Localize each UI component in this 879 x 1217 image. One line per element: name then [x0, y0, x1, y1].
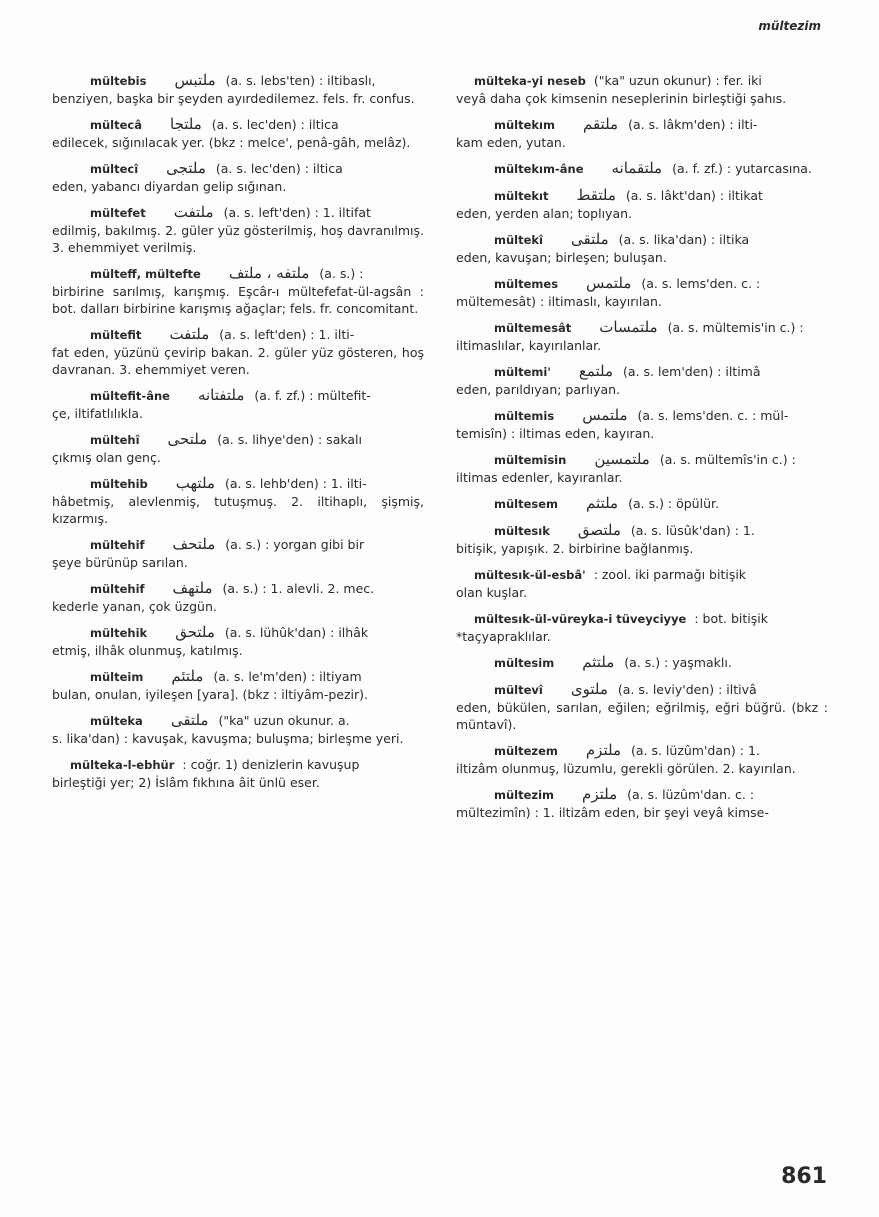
arabic-script: ملتحف — [172, 535, 216, 553]
dictionary-entry — [456, 116, 828, 151]
headword: mültecâ — [90, 118, 142, 132]
headword: mülteka — [90, 714, 143, 728]
dictionary-entry — [456, 522, 828, 557]
entry-first-line — [52, 265, 424, 283]
entry-first-line — [456, 451, 828, 469]
headword: mültevî — [494, 683, 543, 697]
headword: mültehif — [90, 538, 145, 552]
headword: mültekıt — [494, 189, 549, 203]
arabic-script: ملتهب — [175, 474, 215, 492]
entry-definition: veyâ daha çok kimsenin neseplerinin birleştiği şahıs. — [456, 91, 787, 106]
arabic-script: ملتمس — [586, 274, 632, 292]
dictionary-entry — [52, 475, 424, 527]
headword: mültemes — [494, 277, 559, 291]
arabic-script: ملتصق — [577, 521, 621, 539]
arabic-script: ملتثم — [582, 653, 615, 671]
arabic-script: ملتجا — [170, 115, 202, 133]
headword: mültezim — [494, 788, 555, 802]
arabic-script: ملتقى — [170, 711, 209, 729]
entry-first-line — [52, 326, 424, 344]
entry-definition: birleştiği yer; 2) İslâm fıkhına âit ünlü eser. — [52, 775, 320, 790]
entry-first-line — [456, 654, 828, 672]
dictionary-entry — [52, 580, 424, 615]
headword: mültemis — [494, 409, 555, 423]
dictionary-entry — [52, 72, 424, 107]
arabic-script: ملتثم — [586, 494, 619, 512]
entry-definition-start: (a. s. lâkt'dan) : iltikat — [625, 188, 763, 203]
entry-definition-start: (a. s.) : öpülür. — [628, 496, 719, 511]
headword: mültefit — [90, 328, 142, 342]
dictionary-entry — [456, 495, 828, 513]
entry-definition-start: (a. s. lüzûm'dan) : 1. — [630, 743, 760, 758]
entry-definition: eden, yerden alan; toplıyan. — [456, 206, 632, 221]
entry-definition-start: (a. f. zf.) : mültefit- — [254, 388, 371, 403]
entry-first-line — [52, 387, 424, 405]
entry-definition-start: (a. s. lihye'den) : sakalı — [217, 432, 362, 447]
headword: mültekım-âne — [494, 162, 584, 176]
entry-definition: eden, yabancı diyardan gelip sığınan. — [52, 179, 287, 194]
entry-first-line — [52, 116, 424, 134]
entry-definition-start: (a. s. lâkm'den) : ilti- — [628, 117, 758, 132]
arabic-script: ملتفتانه — [197, 386, 245, 404]
headword: mültekî — [494, 233, 543, 247]
entry-definition-start: (a. s. lems'den. c. : — [641, 276, 761, 291]
dictionary-entry — [456, 681, 828, 733]
arabic-script: ملتهف — [172, 579, 213, 597]
arabic-script: ملتفت — [169, 325, 210, 343]
entry-definition: edilecek, sığınılacak yer. (bkz : melce', penâ-gâh, melâz). — [52, 135, 411, 150]
entry-first-line — [52, 204, 424, 222]
dictionary-entry — [52, 116, 424, 151]
dictionary-entry — [52, 431, 424, 466]
entry-first-line — [456, 319, 828, 337]
headword: mültesık-ül-vüreyka-i tüveyciyye — [474, 612, 687, 626]
dictionary-entry — [456, 566, 828, 601]
entry-first-line — [456, 363, 828, 381]
entry-definition: mültemesât) : iltimaslı, kayırılan. — [456, 294, 662, 309]
headword: mültecî — [90, 162, 139, 176]
entry-definition-start: (a. s. leviy'den) : iltivâ — [617, 682, 757, 697]
headword: mültesık — [494, 524, 550, 538]
arabic-script: ملتزم — [582, 785, 618, 803]
arabic-script: ملتقمانه — [611, 159, 663, 177]
entry-definition: iltimaslılar, kayırılanlar. — [456, 338, 602, 353]
headword: mültehik — [90, 626, 148, 640]
entry-definition: *taçyapraklılar. — [456, 629, 551, 644]
arabic-script: ملتمع — [578, 362, 614, 380]
headword: mültezem — [494, 744, 558, 758]
headword: mülteim — [90, 670, 144, 684]
dictionary-entry — [52, 712, 424, 747]
headword: mültemisin — [494, 453, 567, 467]
entry-definition: çıkmış olan genç. — [52, 450, 161, 465]
dictionary-entry — [456, 407, 828, 442]
arabic-script: ملتقى — [571, 230, 609, 248]
entry-first-line — [456, 160, 828, 178]
entry-first-line — [52, 712, 424, 730]
dictionary-entry — [456, 187, 828, 222]
headword: mültemi' — [494, 365, 551, 379]
entry-definition: bitişik, yapışık. 2. birbirine bağlanmış. — [456, 541, 694, 556]
entry-definition-start: (a. s. lec'den) : iltica — [215, 161, 343, 176]
dictionary-entry — [456, 319, 828, 354]
arabic-script: ملتمس — [582, 406, 628, 424]
entry-definition: fat eden, yüzünü çevirip bakan. 2. güler yüz gösteren, hoş davranan. 3. ehemmiyet veren. — [52, 345, 424, 377]
headword: mülteff, mültefte — [90, 267, 201, 281]
entry-definition-start: (a. s. lika'dan) : iltika — [618, 232, 750, 247]
entry-definition-start: (a. s. lec'den) : iltica — [211, 117, 339, 132]
entry-definition: eden, bükülen, sarılan, eğilen; eğrilmiş, eğri büğrü. (bkz : müntavî). — [456, 700, 828, 732]
entry-definition: eden, kavuşan; birleşen; buluşan. — [456, 250, 667, 265]
headword: mülteka-yi neseb — [474, 74, 586, 88]
arabic-script: ملتئم — [171, 667, 204, 685]
headword: mültebis — [90, 74, 147, 88]
entry-definition-start: (a. f. zf.) : yutarcasına. — [672, 161, 812, 176]
entry-first-line — [52, 160, 424, 178]
dictionary-entry — [52, 668, 424, 703]
entry-definition: birbirine sarılmış, karışmış. Eşcâr-ı mültefefat-ül-agsân : bot. dalları birbirine karışmış ağaçlar; fels. fr. concomitant. — [52, 284, 424, 316]
entry-definition: hâbetmiş, alevlenmiş, tutuşmuş. 2. iltihaplı, şişmiş, kızarmış. — [52, 494, 424, 526]
dictionary-entry — [52, 536, 424, 571]
entry-definition-start: (a. s. lem'den) : iltimâ — [623, 364, 761, 379]
entry-definition: mültezimîn) : 1. iltizâm eden, bir şeyi veyâ kimse- — [456, 805, 769, 820]
entry-definition-start: (a. s. lüsûk'dan) : 1. — [630, 523, 755, 538]
headword: mültemesât — [494, 321, 572, 335]
entry-first-line — [456, 742, 828, 760]
dictionary-entry — [456, 72, 828, 107]
entry-first-line — [456, 187, 828, 205]
headword: mültefet — [90, 206, 146, 220]
dictionary-entry — [456, 742, 828, 777]
entry-definition-start: ("ka" uzun okunur) : fer. iki — [593, 73, 762, 88]
arabic-script: ملتمسين — [594, 450, 650, 468]
entry-definition-start: (a. s. lehb'den) : 1. ilti- — [224, 476, 367, 491]
entry-definition-start: : zool. iki parmağı bitişik — [593, 567, 747, 582]
arabic-script: ملتبس — [174, 71, 216, 89]
entry-definition: benziyen, başka bir şeyden ayırdedilemez. fels. fr. confus. — [52, 91, 415, 106]
arabic-script: ملتفت — [173, 203, 214, 221]
dictionary-entry — [52, 204, 424, 256]
dictionary-entry — [52, 387, 424, 422]
headword: mülteka-l-ebhür — [70, 758, 175, 772]
headword: mültesem — [494, 497, 559, 511]
dictionary-entry — [456, 654, 828, 672]
entry-definition-start: (a. s.) : yorgan gibi bir — [225, 537, 365, 552]
left-column — [52, 72, 424, 800]
dictionary-entry — [456, 160, 828, 178]
headword: mültehif — [90, 582, 145, 596]
arabic-script: ملتقم — [582, 115, 619, 133]
entry-definition-start: (a. s.) : — [319, 266, 364, 281]
dictionary-entry — [52, 326, 424, 378]
dictionary-entry — [52, 265, 424, 317]
entry-first-line — [52, 756, 424, 774]
arabic-script: ملتوى — [570, 680, 608, 698]
entry-definition-start: (a. s. lebs'ten) : iltibaslı, — [225, 73, 376, 88]
dictionary-entry — [456, 451, 828, 486]
entry-definition: kederle yanan, çok üzgün. — [52, 599, 217, 614]
entry-definition-start: : bot. bitişik — [694, 611, 768, 626]
page-number: 861 — [781, 1164, 827, 1189]
arabic-script: ملتفه ، ملتف — [228, 264, 310, 282]
entry-definition: etmiş, ilhâk olunmuş, katılmış. — [52, 643, 243, 658]
entry-definition: kam eden, yutan. — [456, 135, 566, 150]
entry-definition-start: (a. s. lühûk'dan) : ilhâk — [224, 625, 369, 640]
entry-definition-start: (a. s. le'm'den) : iltiyam — [213, 669, 362, 684]
entry-first-line — [52, 72, 424, 90]
entry-definition: eden, parıldıyan; parlıyan. — [456, 382, 621, 397]
arabic-script: ملتقط — [576, 186, 616, 204]
arabic-script: ملتجى — [166, 159, 206, 177]
entry-definition-start: (a. s. lüzûm'dan. c. : — [627, 787, 755, 802]
entry-first-line — [456, 231, 828, 249]
entry-first-line — [52, 624, 424, 642]
dictionary-entry — [456, 231, 828, 266]
entry-definition-start: : coğr. 1) denizlerin kavuşup — [182, 757, 360, 772]
dictionary-entry — [456, 610, 828, 645]
headword: mültefit-âne — [90, 389, 170, 403]
dictionary-entry — [456, 786, 828, 821]
entry-definition: olan kuşlar. — [456, 585, 528, 600]
arabic-script: ملتحق — [175, 623, 215, 641]
headword: mültehî — [90, 433, 140, 447]
entry-first-line — [456, 275, 828, 293]
entry-definition: iltimas edenler, kayıranlar. — [456, 470, 623, 485]
arabic-script: ملتحى — [167, 430, 208, 448]
entry-first-line — [456, 495, 828, 513]
entry-definition-start: ("ka" uzun okunur. a. — [218, 713, 350, 728]
arabic-script: ملتزم — [585, 741, 621, 759]
headword: mültesim — [494, 656, 555, 670]
entry-definition: temisîn) : iltimas eden, kayıran. — [456, 426, 655, 441]
dictionary-entry — [52, 756, 424, 791]
entry-first-line — [456, 522, 828, 540]
entry-first-line — [456, 786, 828, 804]
entry-first-line — [456, 72, 828, 90]
headword: mültehib — [90, 477, 148, 491]
arabic-script: ملتمسات — [599, 318, 658, 336]
entry-definition-start: (a. s. left'den) : 1. iltifat — [223, 205, 371, 220]
entry-first-line — [52, 668, 424, 686]
entry-definition: çe, iltifatlılıkla. — [52, 406, 144, 421]
entry-definition: bulan, onulan, iyileşen [yara]. (bkz : iltiyâm-pezir). — [52, 687, 368, 702]
entry-definition-start: (a. s. lems'den. c. : mül- — [637, 408, 789, 423]
dictionary-entry — [52, 160, 424, 195]
entry-first-line — [52, 431, 424, 449]
entry-definition-start: (a. s. mültemis'in c.) : — [667, 320, 804, 335]
entry-definition: şeye bürünüp sarılan. — [52, 555, 188, 570]
entry-first-line — [456, 566, 828, 584]
entry-first-line — [456, 681, 828, 699]
entry-definition: iltizâm olunmuş, lüzumlu, gerekli görülen. 2. kayırılan. — [456, 761, 796, 776]
entry-definition-start: (a. s.) : yaşmaklı. — [624, 655, 732, 670]
entry-definition-start: (a. s. mültemîs'in c.) : — [659, 452, 796, 467]
dictionary-entry — [52, 624, 424, 659]
entry-definition: edilmiş, bakılmış. 2. güler yüz gösterilmiş, hoş davranılmış. 3. ehemmiyet verilmiş. — [52, 223, 424, 255]
right-column — [456, 72, 828, 830]
headword: mültesık-ül-esbâ' — [474, 568, 586, 582]
running-head: mültezim — [758, 19, 821, 33]
entry-first-line — [52, 536, 424, 554]
entry-first-line — [456, 610, 828, 628]
entry-definition-start: (a. s.) : 1. alevli. 2. mec. — [222, 581, 375, 596]
entry-first-line — [456, 116, 828, 134]
entry-first-line — [456, 407, 828, 425]
entry-first-line — [52, 475, 424, 493]
dictionary-entry — [456, 275, 828, 310]
dictionary-entry — [456, 363, 828, 398]
entry-first-line — [52, 580, 424, 598]
entry-definition-start: (a. s. left'den) : 1. ilti- — [219, 327, 355, 342]
headword: mültekım — [494, 118, 555, 132]
entry-definition: s. lika'dan) : kavuşak, kavuşma; buluşma; birleşme yeri. — [52, 731, 404, 746]
